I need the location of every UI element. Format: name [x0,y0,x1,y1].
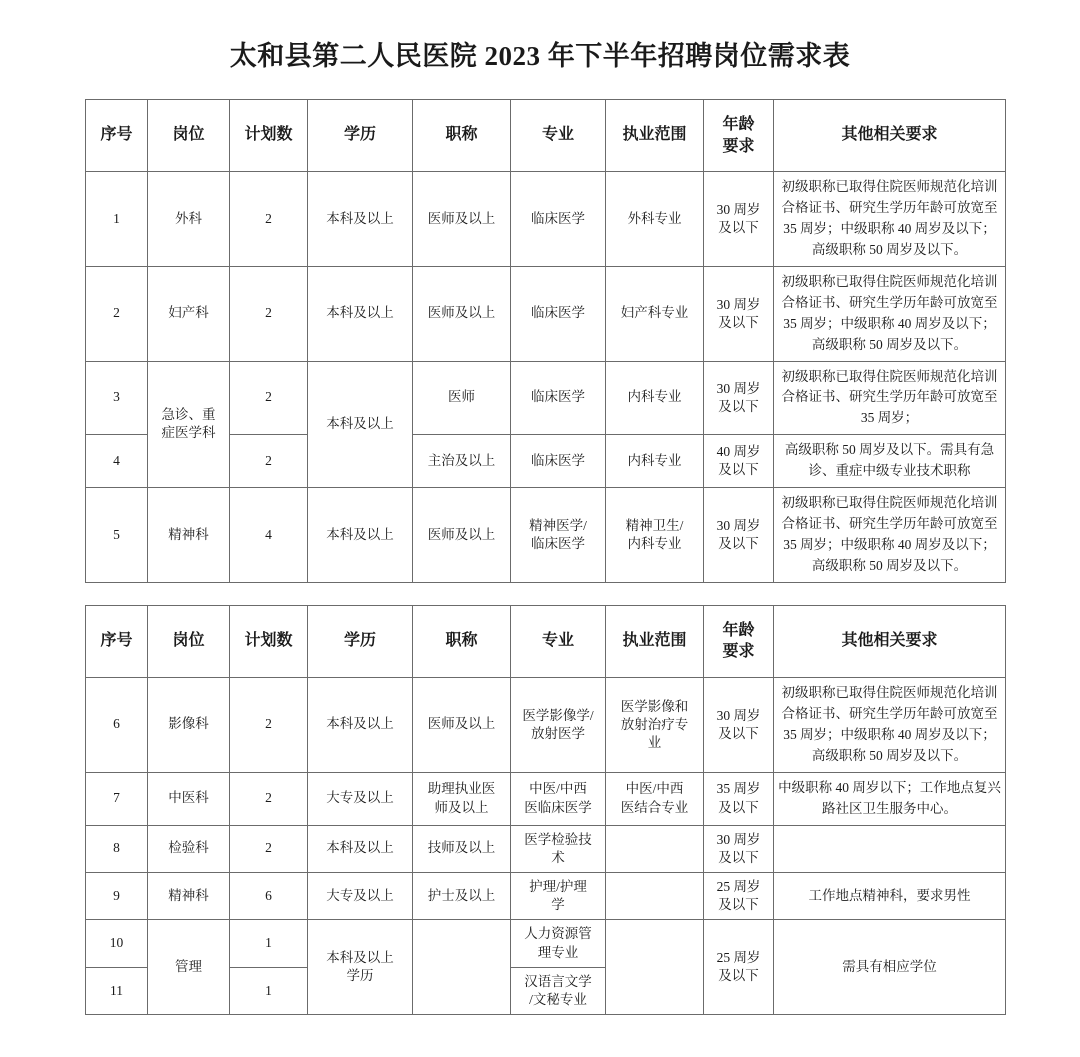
cell-major [511,967,606,1014]
cell-age-line1: 25 周岁 [716,879,761,895]
cell-education-line1: 本科及以上 [326,950,394,966]
cell-no: 11 [86,967,148,1014]
cell-other: 初级职称已取得住院医师规范化培训合格证书、研究生学历年龄可放宽至 35 周岁；中级职称 40 周岁及以下；高级职称 50 周岁及以下。 [774,488,1006,583]
cell-scope-line2: 放射治疗专 [620,716,689,732]
cell-major-line2: /文秘专业 [529,992,587,1008]
cell-prof-title: 技师及以上 [413,825,511,872]
cell-no: 10 [86,920,148,967]
table-row [86,920,1006,967]
cell-education: 本科及以上 [308,678,413,773]
cell-age [704,772,774,825]
header-other: 其他相关要求 [774,605,1006,677]
table-row [86,825,1006,872]
header-no: 序号 [86,605,148,677]
cell-education [308,920,413,1015]
cell-plan: 2 [230,266,308,361]
cell-major [511,488,606,583]
cell-no: 3 [86,361,148,435]
cell-scope [606,488,704,583]
cell-age-line2: 及以下 [718,462,759,478]
cell-scope-line1: 医学影像和 [620,698,689,714]
cell-prof-title-line1: 助理执业医 [427,781,496,797]
cell-scope [606,873,704,920]
header-major: 专业 [511,605,606,677]
cell-major-line1: 人力资源管 [524,926,592,942]
header-age [704,100,774,172]
cell-age [704,920,774,1015]
cell-age [704,266,774,361]
cell-age-line1: 35 周岁 [716,781,761,797]
table-row [86,361,1006,435]
cell-prof-title: 医师及以上 [413,266,511,361]
cell-no: 4 [86,435,148,488]
cell-age-line1: 30 周岁 [716,707,761,723]
cell-major-line1: 医学影像学/ [522,707,594,723]
cell-no: 5 [86,488,148,583]
cell-prof-title: 护士及以上 [413,873,511,920]
cell-scope-line2: 医结合专业 [620,799,689,815]
cell-major-line2: 术 [551,849,565,865]
cell-age-line2: 及以下 [718,398,759,414]
cell-plan: 2 [230,772,308,825]
cell-scope-line3: 业 [647,735,662,750]
cell-age-line1: 40 周岁 [716,444,761,460]
cell-major-line1: 汉语言文学 [524,973,592,989]
cell-post: 外科 [148,172,230,267]
cell-age-line2: 及以下 [718,314,759,330]
cell-plan: 2 [230,361,308,435]
header-age-line1: 年龄 [722,116,755,133]
cell-education: 本科及以上 [308,825,413,872]
table-row [86,678,1006,773]
requirements-table-2-wrapper [85,605,1001,1015]
cell-education: 大专及以上 [308,873,413,920]
cell-prof-title: 医师及以上 [413,172,511,267]
cell-education: 本科及以上 [308,361,413,488]
requirements-table-1 [85,99,1006,583]
cell-age [704,172,774,267]
cell-scope: 内科专业 [606,435,704,488]
cell-age-line1: 30 周岁 [716,201,761,217]
header-post: 岗位 [148,100,230,172]
cell-prof-title-line2: 师及以上 [434,799,489,815]
cell-scope: 外科专业 [606,172,704,267]
cell-scope-line2: 内科专业 [627,536,682,552]
cell-post-line1: 急诊、重 [161,407,216,423]
cell-plan: 4 [230,488,308,583]
cell-major-line2: 医临床医学 [524,799,592,815]
cell-education: 本科及以上 [308,488,413,583]
table-row [86,172,1006,267]
cell-prof-title: 主治及以上 [413,435,511,488]
table-row [86,873,1006,920]
cell-education: 本科及以上 [308,172,413,267]
cell-major-line1: 医学检验技 [524,831,592,847]
cell-major [511,873,606,920]
cell-age-line1: 30 周岁 [716,831,761,847]
requirements-table-1-wrapper [85,99,998,583]
cell-age-line2: 及以下 [718,849,759,865]
cell-post: 检验科 [148,825,230,872]
header-age [704,605,774,677]
cell-major: 临床医学 [511,361,606,435]
table-row [86,772,1006,825]
cell-major: 临床医学 [511,172,606,267]
cell-other [774,825,1006,872]
cell-age-line2: 及以下 [718,536,759,552]
cell-prof-title: 医师及以上 [413,488,511,583]
header-major: 专业 [511,100,606,172]
cell-post: 精神科 [148,488,230,583]
cell-plan: 2 [230,172,308,267]
cell-no: 1 [86,172,148,267]
cell-scope [606,920,704,1015]
header-age-line2: 要求 [722,137,755,155]
cell-scope [606,772,704,825]
cell-major [511,678,606,773]
cell-prof-title: 医师及以上 [413,678,511,773]
cell-age-line1: 30 周岁 [716,517,761,533]
cell-major: 临床医学 [511,435,606,488]
cell-major-line1: 中医/中西 [529,781,587,797]
cell-post: 中医科 [148,772,230,825]
cell-no: 2 [86,266,148,361]
cell-major-line1: 护理/护理 [529,879,587,895]
cell-major-line1: 精神医学/ [529,517,587,533]
cell-age-line2: 及以下 [718,220,759,236]
cell-prof-title: 医师 [413,361,511,435]
cell-education-line2: 学历 [346,968,374,984]
cell-prof-title [413,920,511,1015]
header-age-line1: 年龄 [722,621,755,639]
cell-age-line1: 25 周岁 [716,950,761,966]
cell-prof-title [413,772,511,825]
cell-age [704,873,774,920]
header-prof-title: 职称 [413,100,511,172]
cell-other: 需具有相应学位 [774,920,1006,1015]
cell-plan: 6 [230,873,308,920]
cell-age-line2: 及以下 [718,897,759,913]
table-row [86,488,1006,583]
cell-age-line1: 30 周岁 [716,296,761,312]
header-plan: 计划数 [230,100,308,172]
cell-scope-line1: 中医/中西 [625,781,684,797]
cell-other: 初级职称已取得住院医师规范化培训合格证书、研究生学历年龄可放宽至 35 周岁；中级职称 40 周岁及以下；高级职称 50 周岁及以下。 [774,172,1006,267]
cell-age [704,361,774,435]
header-scope: 执业范围 [606,100,704,172]
cell-education: 大专及以上 [308,772,413,825]
header-post: 岗位 [148,605,230,677]
header-age-line2: 要求 [722,643,755,661]
cell-no: 8 [86,825,148,872]
cell-major-line2: 放射医学 [531,725,585,741]
cell-age-line2: 及以下 [718,968,759,984]
cell-other: 初级职称已取得住院医师规范化培训合格证书、研究生学历年龄可放宽至 35 周岁； [774,361,1006,435]
cell-other: 初级职称已取得住院医师规范化培训合格证书、研究生学历年龄可放宽至 35 周岁；中级职称 40 周岁及以下；高级职称 50 周岁及以下。 [774,678,1006,773]
cell-major [511,772,606,825]
header-education: 学历 [308,100,413,172]
cell-post: 影像科 [148,678,230,773]
header-scope: 执业范围 [606,605,704,677]
cell-other: 工作地点精神科，要求男性 [774,873,1006,920]
cell-scope: 妇产科专业 [606,266,704,361]
cell-post [148,361,230,488]
cell-age-line2: 及以下 [718,725,759,741]
cell-age [704,435,774,488]
cell-no: 7 [86,772,148,825]
table-header-row [86,100,1006,172]
cell-plan: 2 [230,825,308,872]
cell-plan: 2 [230,435,308,488]
cell-age [704,678,774,773]
cell-major [511,920,606,967]
cell-other: 初级职称已取得住院医师规范化培训合格证书、研究生学历年龄可放宽至 35 周岁；中级职称 40 周岁及以下；高级职称 50 周岁及以下。 [774,266,1006,361]
cell-post-line2: 症医学科 [161,425,216,441]
cell-plan: 1 [230,920,308,967]
cell-post: 妇产科 [148,266,230,361]
header-prof-title: 职称 [413,605,511,677]
cell-scope: 内科专业 [606,361,704,435]
cell-age [704,488,774,583]
cell-age-line1: 30 周岁 [716,380,761,396]
cell-post: 管理 [148,920,230,1015]
cell-plan: 1 [230,967,308,1014]
cell-post: 精神科 [148,873,230,920]
cell-age [704,825,774,872]
cell-no: 9 [86,873,148,920]
cell-education: 本科及以上 [308,266,413,361]
cell-plan: 2 [230,678,308,773]
cell-major-line2: 临床医学 [531,536,585,552]
cell-age-line2: 及以下 [718,799,759,815]
cell-scope-line1: 精神卫生/ [625,517,684,533]
requirements-table-2 [85,605,1006,1015]
cell-other: 高级职称 50 周岁及以下。需具有急诊、重症中级专业技术职称 [774,435,1006,488]
cell-scope [606,825,704,872]
table-row [86,266,1006,361]
cell-major: 临床医学 [511,266,606,361]
header-plan: 计划数 [230,605,308,677]
cell-other: 中级职称 40 周岁以下；工作地点复兴路社区卫生服务中心。 [774,772,1006,825]
cell-major [511,825,606,872]
page-title: 太和县第二人民医院 2023 年下半年招聘岗位需求表 [229,41,851,71]
table-header-row [86,605,1006,677]
header-no: 序号 [86,100,148,172]
header-other: 其他相关要求 [774,100,1006,172]
cell-scope [606,678,704,773]
cell-major-line2: 理专业 [537,944,579,960]
header-education: 学历 [308,605,413,677]
cell-major-line2: 学 [551,897,565,913]
cell-no: 6 [86,678,148,773]
